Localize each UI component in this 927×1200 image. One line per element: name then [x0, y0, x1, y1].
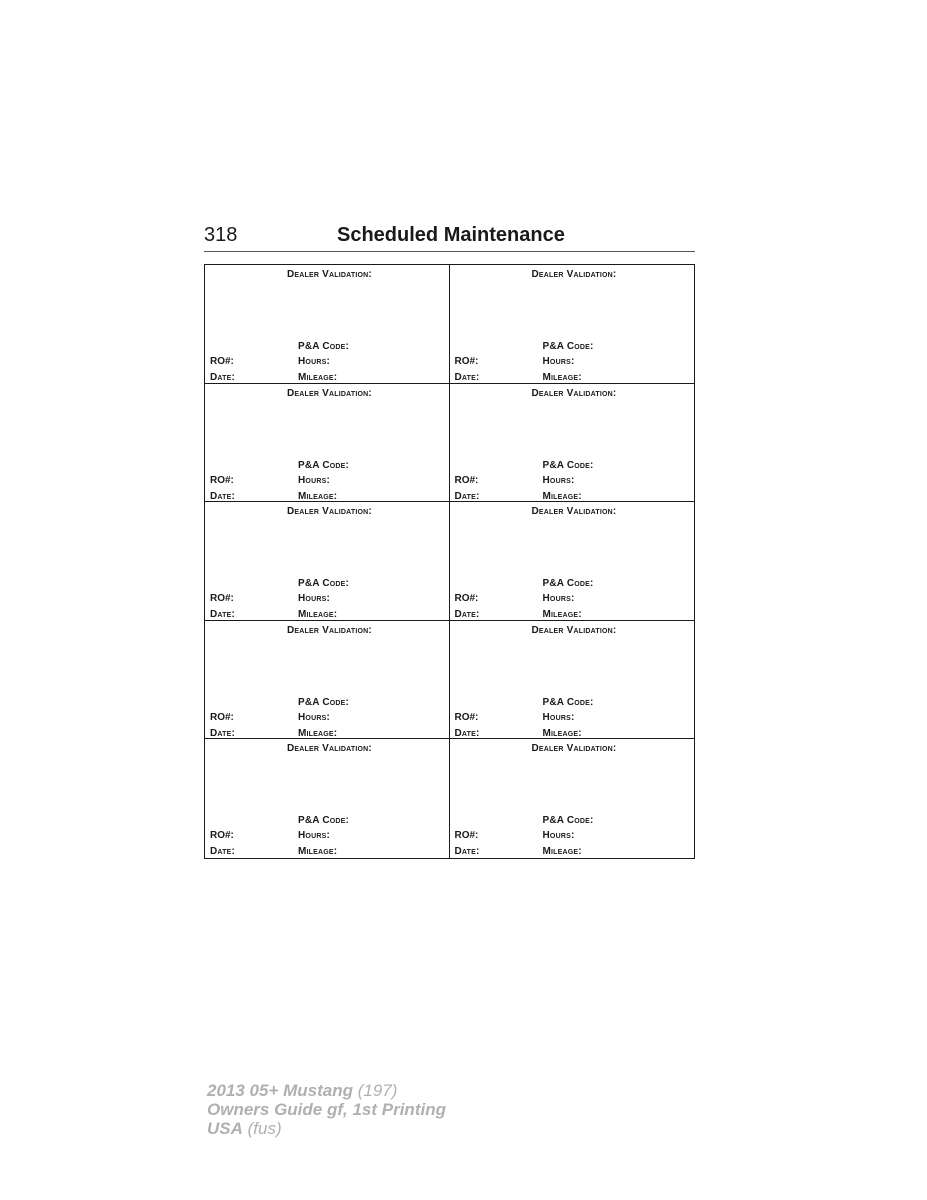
- date-label: Date:: [454, 727, 480, 739]
- date-label: Date:: [210, 846, 236, 858]
- print-footer: [207, 1081, 446, 1138]
- hours-label: Hours:: [542, 711, 575, 723]
- record-cell: [205, 739, 450, 858]
- maintenance-record-grid: [204, 264, 695, 859]
- footer-market-code: (fus): [247, 1119, 282, 1138]
- ro-label: RO#:: [454, 711, 479, 723]
- mileage-label: Mileage:: [542, 372, 582, 383]
- hours-label: Hours:: [298, 356, 330, 367]
- record-cell: [450, 384, 695, 503]
- mileage-label: Mileage:: [298, 490, 338, 502]
- footer-model: 2013 05+ Mustang: [207, 1081, 353, 1100]
- page-number: 318: [204, 224, 238, 246]
- ro-label: RO#:: [210, 711, 234, 723]
- footer-line-2: [207, 1100, 446, 1119]
- dealer-validation-label: Dealer Validation:: [287, 387, 372, 399]
- dealer-validation-label: Dealer Validation:: [531, 387, 617, 399]
- record-cell: [205, 502, 450, 621]
- footer-line-1: [207, 1081, 446, 1100]
- ro-label: RO#:: [454, 356, 479, 367]
- date-label: Date:: [454, 846, 480, 858]
- hours-label: Hours:: [542, 356, 575, 367]
- dealer-validation-label: Dealer Validation:: [531, 506, 617, 518]
- record-cell: [450, 502, 695, 621]
- dealer-validation-label: Dealer Validation:: [531, 624, 617, 636]
- date-label: Date:: [210, 490, 236, 502]
- mileage-label: Mileage:: [298, 727, 338, 739]
- mileage-label: Mileage:: [542, 609, 582, 621]
- hours-label: Hours:: [298, 593, 330, 605]
- date-label: Date:: [210, 372, 236, 383]
- hours-label: Hours:: [542, 830, 575, 842]
- pa-code-label: P&A Code:: [298, 341, 350, 352]
- ro-label: RO#:: [454, 830, 479, 842]
- mileage-label: Mileage:: [298, 846, 338, 858]
- hours-label: Hours:: [542, 593, 575, 605]
- dealer-validation-label: Dealer Validation:: [531, 743, 617, 755]
- date-label: Date:: [210, 727, 236, 739]
- ro-label: RO#:: [210, 356, 234, 367]
- ro-label: RO#:: [210, 830, 234, 842]
- ro-label: RO#:: [454, 593, 479, 605]
- ro-label: RO#:: [454, 474, 479, 486]
- date-label: Date:: [454, 609, 480, 621]
- pa-code-label: P&A Code:: [298, 696, 350, 708]
- dealer-validation-label: Dealer Validation:: [531, 269, 617, 280]
- pa-code-label: P&A Code:: [542, 341, 594, 352]
- dealer-validation-label: Dealer Validation:: [287, 743, 372, 755]
- date-label: Date:: [454, 372, 480, 383]
- record-cell: [205, 265, 450, 384]
- pa-code-label: P&A Code:: [542, 696, 594, 708]
- mileage-label: Mileage:: [298, 372, 338, 383]
- dealer-validation-label: Dealer Validation:: [287, 269, 372, 280]
- header-rule: [204, 251, 695, 252]
- page-title: Scheduled Maintenance: [337, 224, 565, 246]
- record-cell: [450, 739, 695, 858]
- date-label: Date:: [210, 609, 236, 621]
- footer-market: USA: [207, 1119, 243, 1138]
- mileage-label: Mileage:: [542, 846, 582, 858]
- pa-code-label: P&A Code:: [542, 578, 594, 590]
- footer-line-3: [207, 1119, 446, 1138]
- pa-code-label: P&A Code:: [542, 815, 594, 827]
- date-label: Date:: [454, 490, 480, 502]
- footer-model-code: (197): [357, 1081, 398, 1100]
- pa-code-label: P&A Code:: [542, 459, 594, 471]
- record-cell: [205, 384, 450, 503]
- hours-label: Hours:: [298, 830, 330, 842]
- hours-label: Hours:: [298, 711, 330, 723]
- dealer-validation-label: Dealer Validation:: [287, 624, 372, 636]
- ro-label: RO#:: [210, 474, 234, 486]
- hours-label: Hours:: [542, 474, 575, 486]
- pa-code-label: P&A Code:: [298, 578, 350, 590]
- dealer-validation-label: Dealer Validation:: [287, 506, 372, 518]
- record-cell: [450, 621, 695, 740]
- mileage-label: Mileage:: [298, 609, 338, 621]
- pa-code-label: P&A Code:: [298, 459, 350, 471]
- mileage-label: Mileage:: [542, 490, 582, 502]
- hours-label: Hours:: [298, 474, 330, 486]
- footer-printing: Owners Guide gf, 1st Printing: [207, 1100, 446, 1119]
- mileage-label: Mileage:: [542, 727, 582, 739]
- ro-label: RO#:: [210, 593, 234, 605]
- pa-code-label: P&A Code:: [298, 815, 350, 827]
- record-cell: [450, 265, 695, 384]
- record-cell: [205, 621, 450, 740]
